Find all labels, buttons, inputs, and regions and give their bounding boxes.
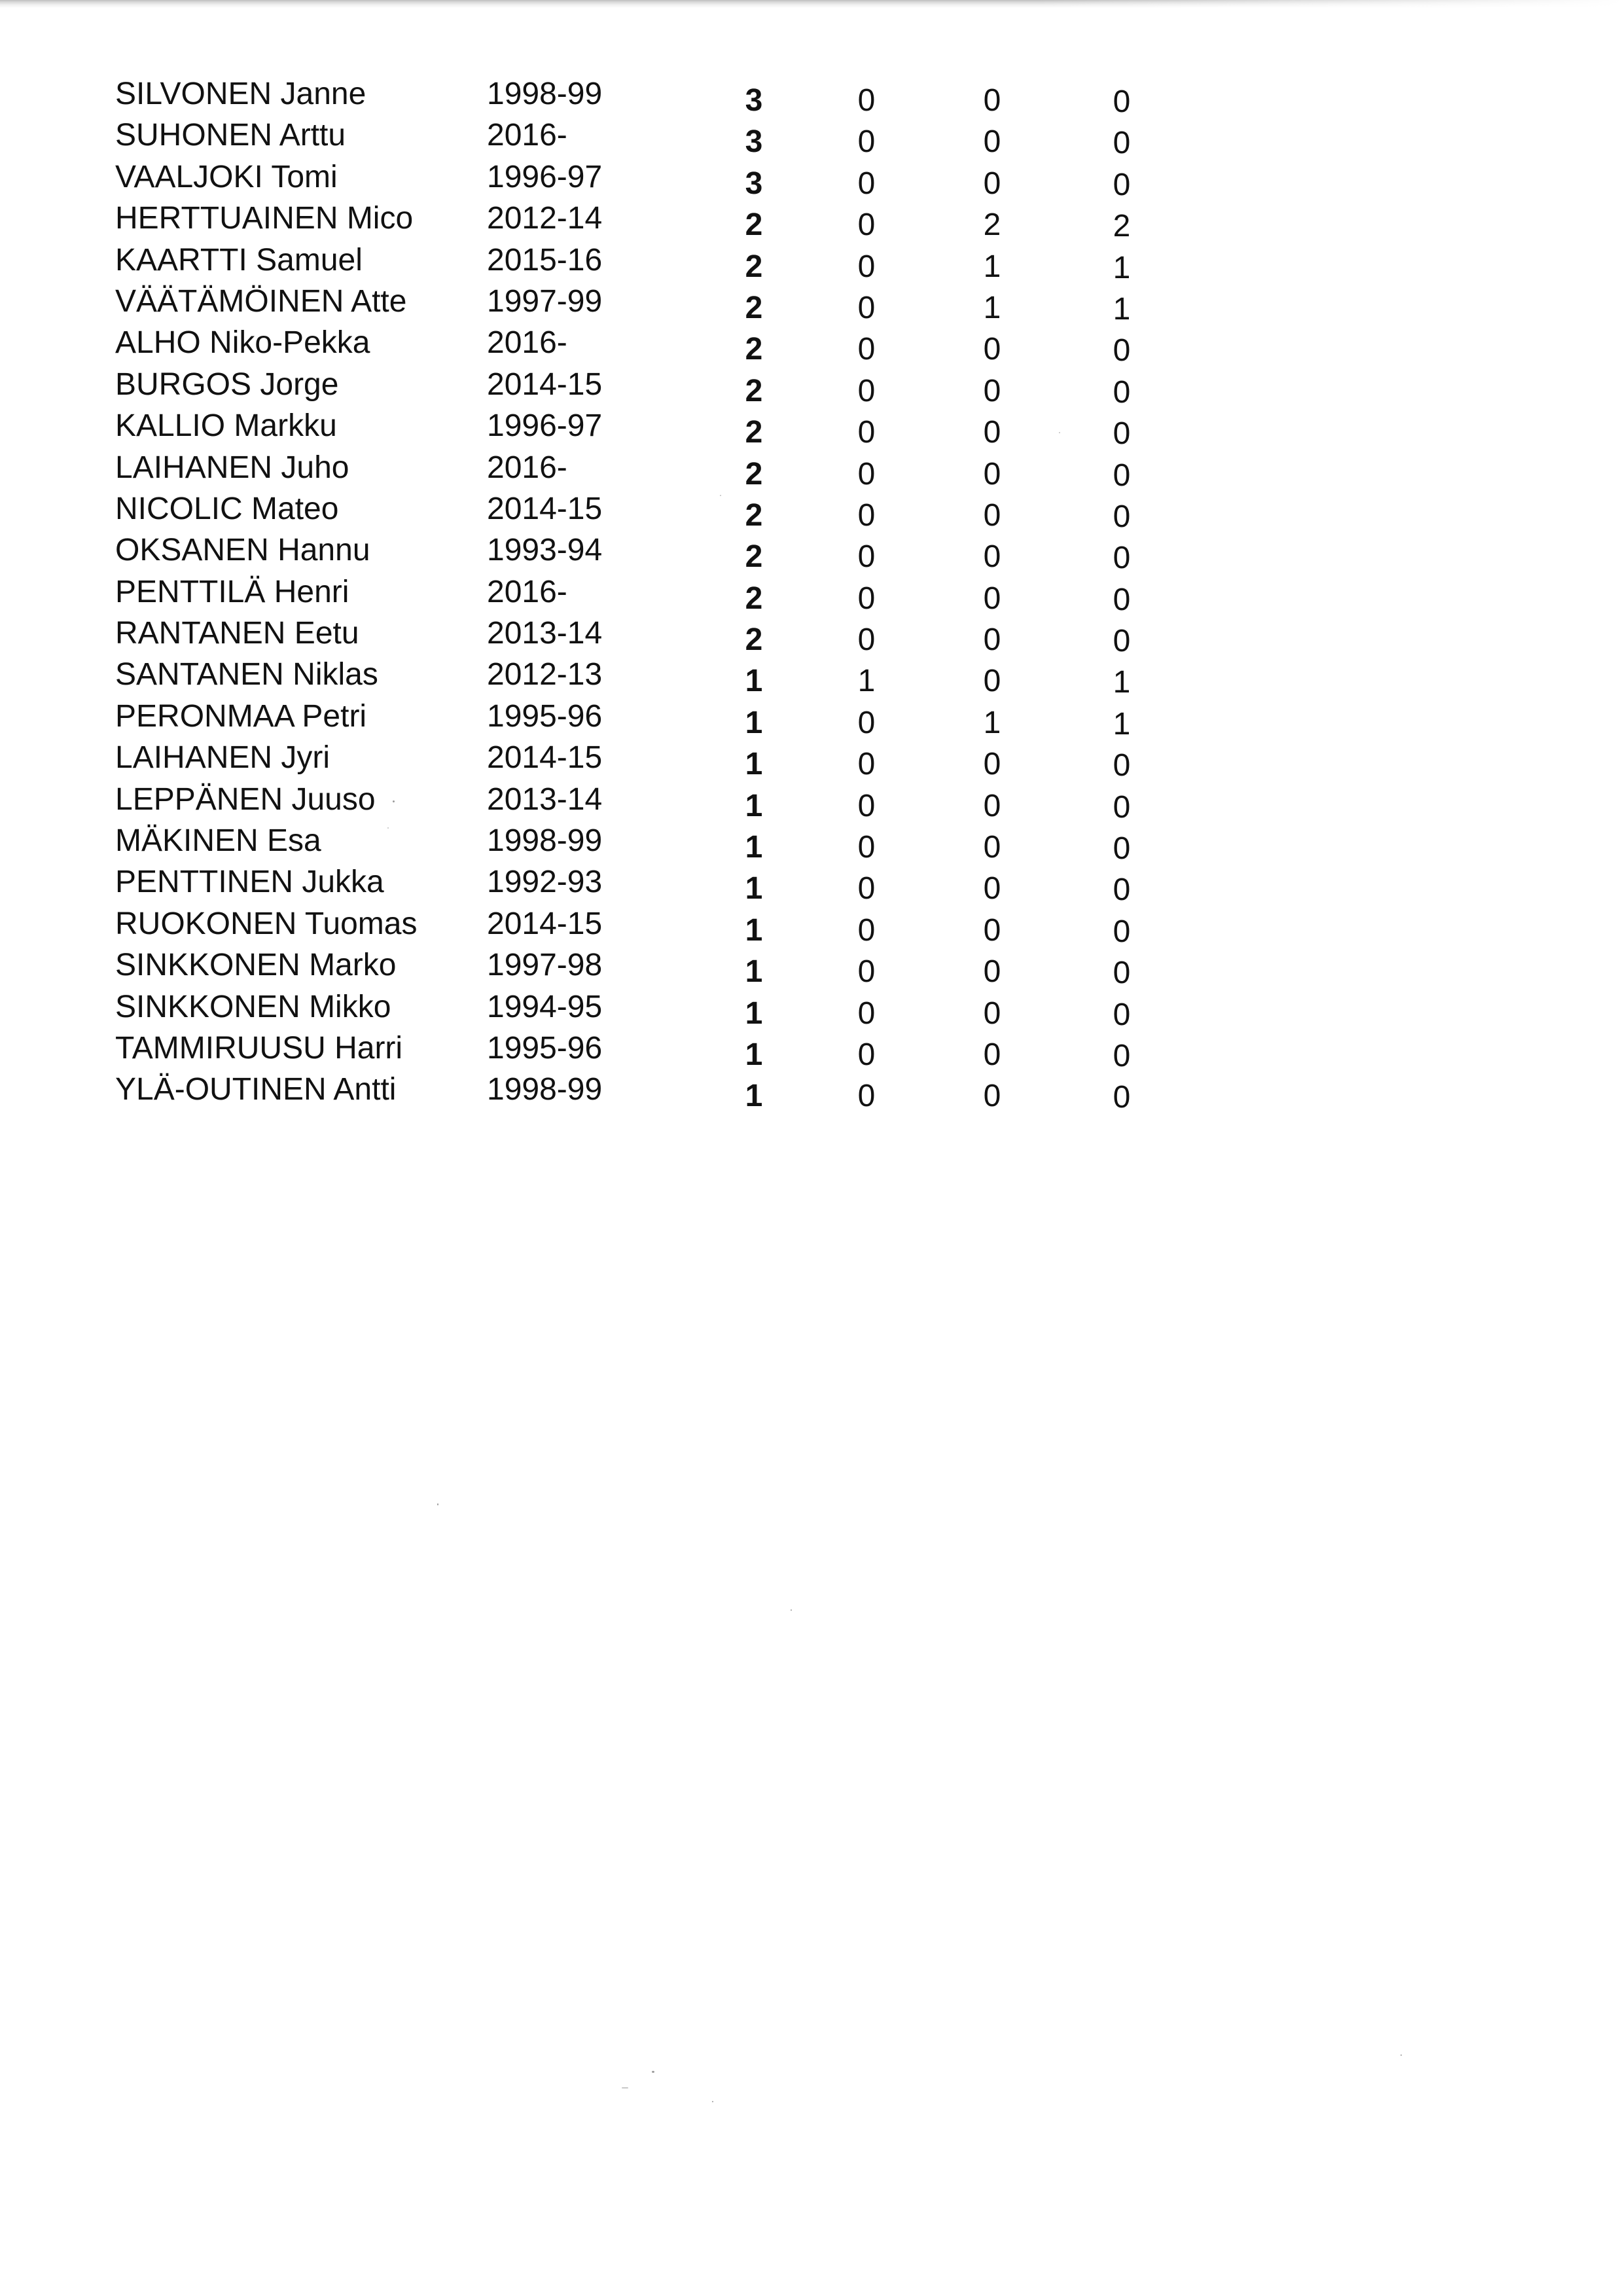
stat-col-c: 2 bbox=[1113, 209, 1131, 244]
player-seasons: 1998-99 bbox=[487, 823, 603, 859]
player-seasons: 1998-99 bbox=[487, 1072, 603, 1107]
player-seasons: 1997-98 bbox=[487, 948, 603, 983]
player-name: LAIHANEN Jyri bbox=[115, 740, 330, 776]
stat-col-b: 0 bbox=[983, 788, 1001, 823]
player-name: KALLIO Markku bbox=[115, 408, 337, 444]
stat-col-a: 0 bbox=[857, 996, 876, 1031]
stat-col-b: 0 bbox=[983, 912, 1001, 948]
stat-col-c: 1 bbox=[1113, 706, 1131, 742]
stat-col-a: 0 bbox=[857, 788, 876, 823]
scan-top-edge-fade bbox=[1034, 0, 1623, 8]
stat-total: 2 bbox=[745, 207, 763, 243]
stat-col-b: 0 bbox=[983, 747, 1001, 782]
stat-total: 1 bbox=[745, 996, 763, 1031]
stat-col-b: 0 bbox=[983, 539, 1001, 575]
table-row bbox=[115, 405, 1228, 452]
stat-col-b: 1 bbox=[983, 249, 1001, 284]
stat-col-b: 0 bbox=[983, 830, 1001, 865]
stat-col-a: 0 bbox=[857, 456, 876, 492]
table-row bbox=[115, 529, 1228, 576]
stat-col-a: 0 bbox=[857, 622, 876, 658]
player-seasons: 2014-15 bbox=[487, 491, 603, 526]
stat-col-b: 0 bbox=[983, 373, 1001, 408]
scan-speck bbox=[791, 1609, 792, 1611]
table-row bbox=[115, 737, 1228, 783]
table-row bbox=[115, 613, 1228, 659]
stat-col-a: 0 bbox=[857, 830, 876, 865]
scan-speck bbox=[622, 2087, 628, 2089]
player-seasons: 2013-14 bbox=[487, 781, 603, 817]
player-seasons: 1998-99 bbox=[487, 77, 603, 111]
player-name: PENTTINEN Jukka bbox=[115, 865, 384, 900]
table-row bbox=[115, 571, 1228, 617]
player-name: SINKKONEN Marko bbox=[115, 948, 397, 983]
stat-total: 2 bbox=[745, 415, 763, 450]
stat-col-b: 0 bbox=[983, 664, 1001, 699]
player-name: HERTTUAINEN Mico bbox=[115, 201, 414, 236]
stat-col-b: 1 bbox=[983, 705, 1001, 740]
player-seasons: 2016- bbox=[487, 118, 567, 153]
table-row bbox=[115, 156, 1228, 202]
table-row bbox=[115, 364, 1228, 410]
table-row bbox=[115, 198, 1228, 244]
stat-col-a: 0 bbox=[857, 871, 876, 906]
player-name: ALHO Niko-Pekka bbox=[115, 325, 370, 361]
stat-col-a: 0 bbox=[857, 332, 876, 367]
player-name: RANTANEN Eetu bbox=[115, 616, 359, 651]
player-name: RUOKONEN Tuomas bbox=[115, 906, 418, 941]
table-row bbox=[115, 73, 1228, 119]
stat-col-a: 0 bbox=[857, 249, 876, 284]
player-name: NICOLIC Mateo bbox=[115, 491, 339, 526]
stat-col-a: 0 bbox=[857, 83, 876, 118]
stat-total: 2 bbox=[745, 373, 763, 408]
scan-speck bbox=[1059, 432, 1060, 433]
player-seasons: 2014-15 bbox=[487, 906, 603, 941]
scan-speck bbox=[652, 2071, 654, 2073]
stat-total: 1 bbox=[745, 954, 763, 990]
stat-col-c: 0 bbox=[1113, 582, 1131, 617]
player-name: YLÄ-OUTINEN Antti bbox=[115, 1072, 397, 1107]
table-row bbox=[115, 281, 1228, 327]
stat-col-c: 0 bbox=[1113, 333, 1131, 368]
scan-speck bbox=[437, 1503, 438, 1505]
scan-speck bbox=[712, 2101, 713, 2102]
stat-col-c: 0 bbox=[1113, 748, 1131, 783]
stat-col-a: 0 bbox=[857, 539, 876, 575]
stat-col-c: 0 bbox=[1113, 84, 1131, 119]
player-seasons: 1993-94 bbox=[487, 533, 603, 568]
player-seasons: 2016- bbox=[487, 325, 567, 361]
stat-col-b: 0 bbox=[983, 415, 1001, 450]
stat-total: 2 bbox=[745, 497, 763, 533]
stat-col-c: 0 bbox=[1113, 872, 1131, 908]
stat-col-c: 0 bbox=[1113, 499, 1131, 534]
stat-col-b: 0 bbox=[983, 332, 1001, 367]
stat-total: 1 bbox=[745, 747, 763, 782]
stat-col-a: 0 bbox=[857, 497, 876, 533]
stat-col-a: 0 bbox=[857, 415, 876, 450]
stat-col-a: 0 bbox=[857, 954, 876, 990]
stat-col-b: 0 bbox=[983, 871, 1001, 906]
player-name: LEPPÄNEN Juuso bbox=[115, 781, 376, 817]
player-seasons: 2012-13 bbox=[487, 657, 603, 692]
player-name: LAIHANEN Juho bbox=[115, 450, 349, 485]
player-seasons: 1997-99 bbox=[487, 283, 603, 319]
stat-total: 1 bbox=[745, 664, 763, 699]
stat-col-a: 0 bbox=[857, 290, 876, 325]
scan-speck bbox=[387, 827, 389, 829]
player-name: VAALJOKI Tomi bbox=[115, 159, 338, 194]
stat-col-a: 0 bbox=[857, 373, 876, 408]
stat-col-b: 0 bbox=[983, 83, 1001, 118]
stat-col-b: 1 bbox=[983, 290, 1001, 325]
stat-col-a: 0 bbox=[857, 705, 876, 740]
stat-col-c: 0 bbox=[1113, 541, 1131, 576]
stat-total: 2 bbox=[745, 456, 763, 492]
player-name: PENTTILÄ Henri bbox=[115, 574, 349, 609]
stat-col-c: 0 bbox=[1113, 914, 1131, 949]
stat-col-a: 1 bbox=[857, 664, 876, 699]
stat-total: 3 bbox=[745, 124, 763, 160]
stat-col-b: 0 bbox=[983, 456, 1001, 492]
stat-col-c: 0 bbox=[1113, 1038, 1131, 1073]
stat-col-c: 0 bbox=[1113, 624, 1131, 659]
stat-col-c: 0 bbox=[1113, 374, 1131, 410]
stat-total: 1 bbox=[745, 1037, 763, 1072]
stat-col-c: 0 bbox=[1113, 1080, 1131, 1115]
table-row bbox=[115, 488, 1228, 534]
stat-total: 3 bbox=[745, 83, 763, 118]
stat-total: 1 bbox=[745, 830, 763, 865]
table-row bbox=[115, 654, 1228, 700]
player-name: TAMMIRUUSU Harri bbox=[115, 1030, 403, 1066]
stat-total: 3 bbox=[745, 166, 763, 201]
player-seasons: 1995-96 bbox=[487, 698, 603, 734]
player-seasons: 1992-93 bbox=[487, 865, 603, 900]
player-name: PERONMAA Petri bbox=[115, 698, 367, 734]
stat-col-a: 0 bbox=[857, 1079, 876, 1114]
scan-speck bbox=[720, 495, 721, 496]
stat-total: 2 bbox=[745, 249, 763, 284]
player-name: SANTANEN Niklas bbox=[115, 657, 378, 692]
table-row bbox=[115, 861, 1228, 908]
player-seasons: 1996-97 bbox=[487, 159, 603, 194]
scan-speck bbox=[393, 800, 395, 802]
stat-col-b: 0 bbox=[983, 622, 1001, 658]
player-name: SUHONEN Arttu bbox=[115, 118, 346, 153]
stat-col-c: 0 bbox=[1113, 789, 1131, 825]
player-seasons: 2014-15 bbox=[487, 367, 603, 402]
table-row bbox=[115, 696, 1228, 742]
stat-col-a: 0 bbox=[857, 581, 876, 616]
player-name: VÄÄTÄMÖINEN Atte bbox=[115, 283, 407, 319]
stat-total: 1 bbox=[745, 912, 763, 948]
stat-col-a: 0 bbox=[857, 124, 876, 160]
stat-total: 1 bbox=[745, 788, 763, 823]
table-row bbox=[115, 322, 1228, 368]
stat-col-c: 1 bbox=[1113, 665, 1131, 700]
stat-total: 2 bbox=[745, 622, 763, 658]
player-seasons: 2014-15 bbox=[487, 740, 603, 776]
stat-col-a: 0 bbox=[857, 166, 876, 201]
table-row bbox=[115, 944, 1228, 991]
stat-col-c: 0 bbox=[1113, 997, 1131, 1032]
player-seasons: 2012-14 bbox=[487, 201, 603, 236]
stat-col-b: 0 bbox=[983, 996, 1001, 1031]
table-row bbox=[115, 447, 1228, 493]
stat-col-b: 0 bbox=[983, 1037, 1001, 1072]
table-row bbox=[115, 1028, 1228, 1073]
stat-col-b: 0 bbox=[983, 124, 1001, 160]
table-row bbox=[115, 820, 1228, 867]
player-seasons: 1996-97 bbox=[487, 408, 603, 444]
stat-col-c: 0 bbox=[1113, 956, 1131, 991]
stat-total: 2 bbox=[745, 539, 763, 575]
player-name: SILVONEN Janne bbox=[115, 77, 366, 111]
player-stats-table bbox=[115, 73, 1228, 1115]
table-row bbox=[115, 986, 1228, 1032]
stat-col-c: 1 bbox=[1113, 250, 1131, 285]
stat-col-c: 1 bbox=[1113, 291, 1131, 327]
table-row bbox=[115, 115, 1228, 161]
stat-total: 2 bbox=[745, 581, 763, 616]
stat-col-c: 0 bbox=[1113, 831, 1131, 867]
stat-total: 1 bbox=[745, 1079, 763, 1114]
table-row bbox=[115, 779, 1228, 825]
table-row bbox=[115, 903, 1228, 949]
player-name: KAARTTI Samuel bbox=[115, 242, 363, 278]
player-seasons: 2015-16 bbox=[487, 242, 603, 278]
table-row bbox=[115, 1069, 1228, 1115]
stat-col-b: 2 bbox=[983, 207, 1001, 243]
stat-col-a: 0 bbox=[857, 747, 876, 782]
stat-col-c: 0 bbox=[1113, 126, 1131, 161]
stat-col-c: 0 bbox=[1113, 167, 1131, 202]
stat-total: 1 bbox=[745, 871, 763, 906]
stat-col-b: 0 bbox=[983, 497, 1001, 533]
stat-col-b: 0 bbox=[983, 1079, 1001, 1114]
player-name: BURGOS Jorge bbox=[115, 367, 339, 402]
player-name: MÄKINEN Esa bbox=[115, 823, 321, 859]
stat-col-c: 0 bbox=[1113, 457, 1131, 493]
player-name: OKSANEN Hannu bbox=[115, 533, 370, 568]
scan-speck bbox=[1400, 2054, 1402, 2056]
stat-col-b: 0 bbox=[983, 954, 1001, 990]
stat-total: 2 bbox=[745, 332, 763, 367]
player-seasons: 2013-14 bbox=[487, 616, 603, 651]
stat-col-b: 0 bbox=[983, 581, 1001, 616]
player-name: SINKKONEN Mikko bbox=[115, 989, 391, 1024]
stat-col-a: 0 bbox=[857, 207, 876, 243]
table-row bbox=[115, 240, 1228, 285]
stat-col-a: 0 bbox=[857, 912, 876, 948]
stat-col-c: 0 bbox=[1113, 416, 1131, 452]
stat-total: 1 bbox=[745, 705, 763, 740]
player-seasons: 1995-96 bbox=[487, 1030, 603, 1066]
stat-col-b: 0 bbox=[983, 166, 1001, 201]
player-seasons: 2016- bbox=[487, 574, 567, 609]
stat-col-a: 0 bbox=[857, 1037, 876, 1072]
player-seasons: 1994-95 bbox=[487, 989, 603, 1024]
stat-total: 2 bbox=[745, 290, 763, 325]
player-seasons: 2016- bbox=[487, 450, 567, 485]
